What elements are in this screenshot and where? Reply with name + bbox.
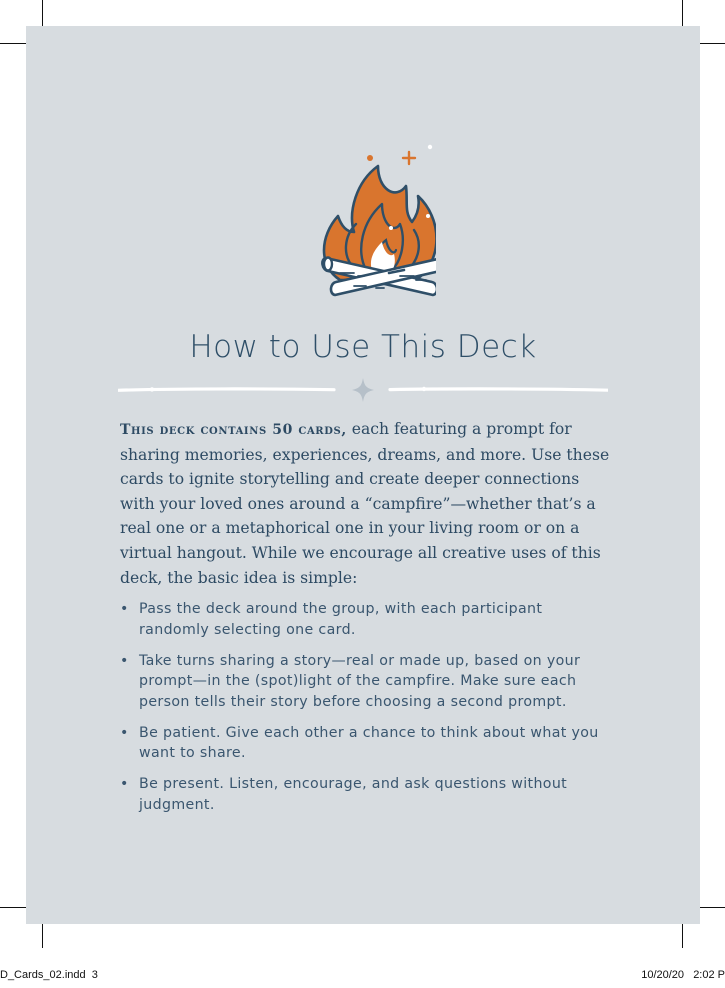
list-item-text: Be patient. Give each other a chance to think about what you want to share. (139, 724, 599, 761)
crop-mark-bottom-left-vertical (42, 920, 43, 948)
bullet-marker: • (120, 652, 129, 669)
print-timestamp: 10/20/20 2:02 P (641, 969, 725, 981)
list-item-text: Pass the deck around the group, with each participant randomly selecting one card. (139, 601, 543, 638)
list-item (120, 723, 612, 764)
bullet-marker: • (120, 601, 129, 617)
page-title: How to Use This Deck (189, 329, 537, 365)
instruction-card (26, 26, 700, 924)
sparkle-icon (352, 378, 374, 402)
star-divider (118, 378, 608, 402)
intro-paragraph (120, 417, 612, 590)
crop-mark-bottom-right-vertical (682, 920, 683, 948)
print-file-label: D_Cards_02.indd 3 (0, 969, 98, 981)
campfire-icon (296, 120, 436, 300)
bullet-marker: • (120, 776, 129, 792)
bullet-marker: • (120, 724, 129, 741)
list-item-text: Take turns sharing a story—real or made up, based on your prompt—in the (spot)light of the campfire. Make sure each person tells their story before choosing a second prompt. (139, 652, 581, 710)
list-item-text: Be present. Listen, encourage, and ask questions without judgment. (139, 776, 568, 813)
list-item (120, 774, 612, 815)
instruction-list (120, 599, 612, 826)
intro-lead-in: This deck contains 50 cards, (120, 422, 347, 438)
intro-text: each featuring a prompt for sharing memories, experiences, dreams, and more. Use these cards to ignite storytelling and create deeper connections with your loved ones around a “campfire”—whether that’s a real one or a metaphorical one in your living room or on a virtual hangout. While we encourage all creative uses of this deck, the basic idea is simple: (120, 420, 610, 587)
list-item (120, 651, 612, 713)
list-item (120, 599, 612, 640)
